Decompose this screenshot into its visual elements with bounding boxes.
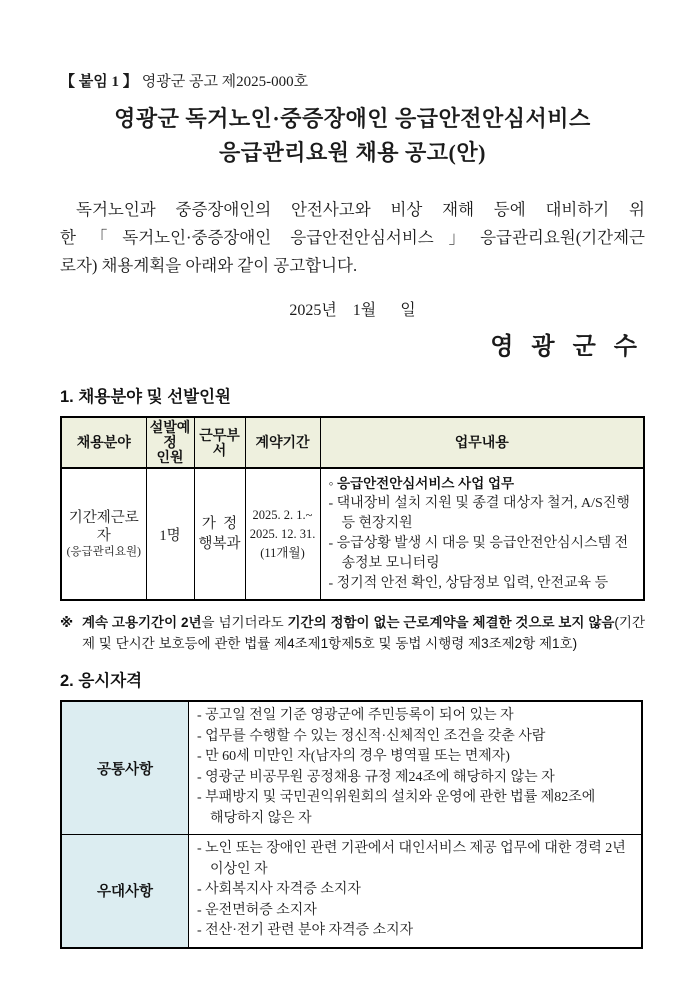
signature-yeonggwang-gunsu: 영 광 군 수 <box>490 334 643 360</box>
qualification-item: - 노인 또는 장애인 관련 기관에서 대인서비스 제공 업무에 대한 경력 2년 이상인 자 <box>197 841 626 877</box>
cell-position <box>61 468 146 600</box>
duty-item: - 응급상황 발생 시 대응 및 응급안전안심시스템 전송정보 모니터링 <box>328 536 629 571</box>
attachment-label: 【 붙임 1 】 <box>60 74 138 90</box>
duties-title: ◦ 응급안전안심서비스 사업 업무 <box>328 476 515 491</box>
col-header-position: 채용분야 <box>61 417 146 468</box>
cell-headcount: 1명 <box>146 468 194 600</box>
intro-line: 한「독거노인·중증장애인 응급안전안심서비스」응급관리요원(기간제근 <box>60 228 645 247</box>
qualification-item: - 공고일 전일 기준 영광군에 주민등록이 되어 있는 자 <box>197 708 514 723</box>
col-header-headcount: 설발예정 인원 <box>146 417 194 468</box>
recruitment-table-row <box>61 468 644 600</box>
qualification-items-preferred <box>189 835 643 948</box>
section2-heading: 2. 응시자격 <box>60 672 143 690</box>
date-line: 2025년 1월 일 <box>289 302 416 319</box>
cell-contract-period: 2025. 2. 1.~ 2025. 12. 31. (11개월) <box>245 468 320 600</box>
duty-item: - 댁내장비 설치 지원 및 종결 대상자 철거, A/S진행 등 현장지원 <box>328 496 630 531</box>
qualification-items-common <box>189 701 643 835</box>
qualification-label-preferred: 우대사항 <box>61 835 189 948</box>
col-header-contract-period: 계약기간 <box>245 417 320 468</box>
duty-item: - 정기적 안전 확인, 상담정보 입력, 안전교육 등 <box>328 576 609 591</box>
qualification-row-common <box>61 701 642 835</box>
intro-line: 독거노인과 중증장애인의 안전사고와 비상 재해 등에 대비하기 위 <box>76 200 645 219</box>
notice-meta <box>60 72 645 92</box>
qualification-label-common: 공통사항 <box>61 701 189 835</box>
qualification-item: - 운전면허증 소지자 <box>197 902 317 918</box>
recruitment-table <box>60 416 645 601</box>
cell-duties <box>320 468 644 600</box>
qualification-row-preferred <box>61 835 642 948</box>
qualification-item: - 부패방지 및 국민권익위원회의 설치와 운영에 관한 법률 제82조에 해당하지 않은 자 <box>197 790 596 826</box>
document-title-line2: 응급관리요원 채용 공고(안) <box>219 140 486 165</box>
qualification-item: - 만 60세 미만인 자(남자의 경우 병역필 또는 면제자) <box>197 749 510 764</box>
legal-note <box>60 612 645 654</box>
col-header-duties: 업무내용 <box>320 417 644 468</box>
section1-heading: 1. 채용분야 및 선발인원 <box>60 388 231 406</box>
qualification-table <box>60 700 643 949</box>
note-text: 계속 고용기간이 2년을 넘기더라도 기간의 정함이 없는 근로계약을 체결한 것으로 보지 않음(기간제 및 단시간 보호등에 관한 법률 제4조제1항제5호 및 동법 시행령 제3조제2항 제1호) <box>82 615 645 651</box>
position-subtitle: (응급관리요원) <box>66 545 141 558</box>
col-header-department: 근무부서 <box>194 417 245 468</box>
position-name: 기간제근로자 <box>68 509 139 544</box>
document-title-line1: 영광군 독거노인·중증장애인 응급안전안심서비스 <box>114 106 591 131</box>
intro-paragraph <box>60 196 645 280</box>
qualification-item: - 업무를 수행할 수 있는 정신적·신체적인 조건을 갖춘 사람 <box>197 728 546 744</box>
qualification-item: - 사회복지사 자격증 소지자 <box>197 882 361 897</box>
qualification-item: - 전산·전기 관련 분야 자격증 소지자 <box>197 923 414 938</box>
qualification-item: - 영광군 비공무원 공정채용 규정 제24조에 해당하지 않는 자 <box>197 769 555 785</box>
intro-line: 로자) 채용계획을 아래와 같이 공고합니다. <box>60 256 358 275</box>
note-marker: ※ <box>60 615 74 630</box>
recruitment-table-header-row <box>61 417 644 468</box>
cell-department: 가 정 행복과 <box>194 468 245 600</box>
notice-number: 영광군 공고 제2025-000호 <box>141 74 309 90</box>
